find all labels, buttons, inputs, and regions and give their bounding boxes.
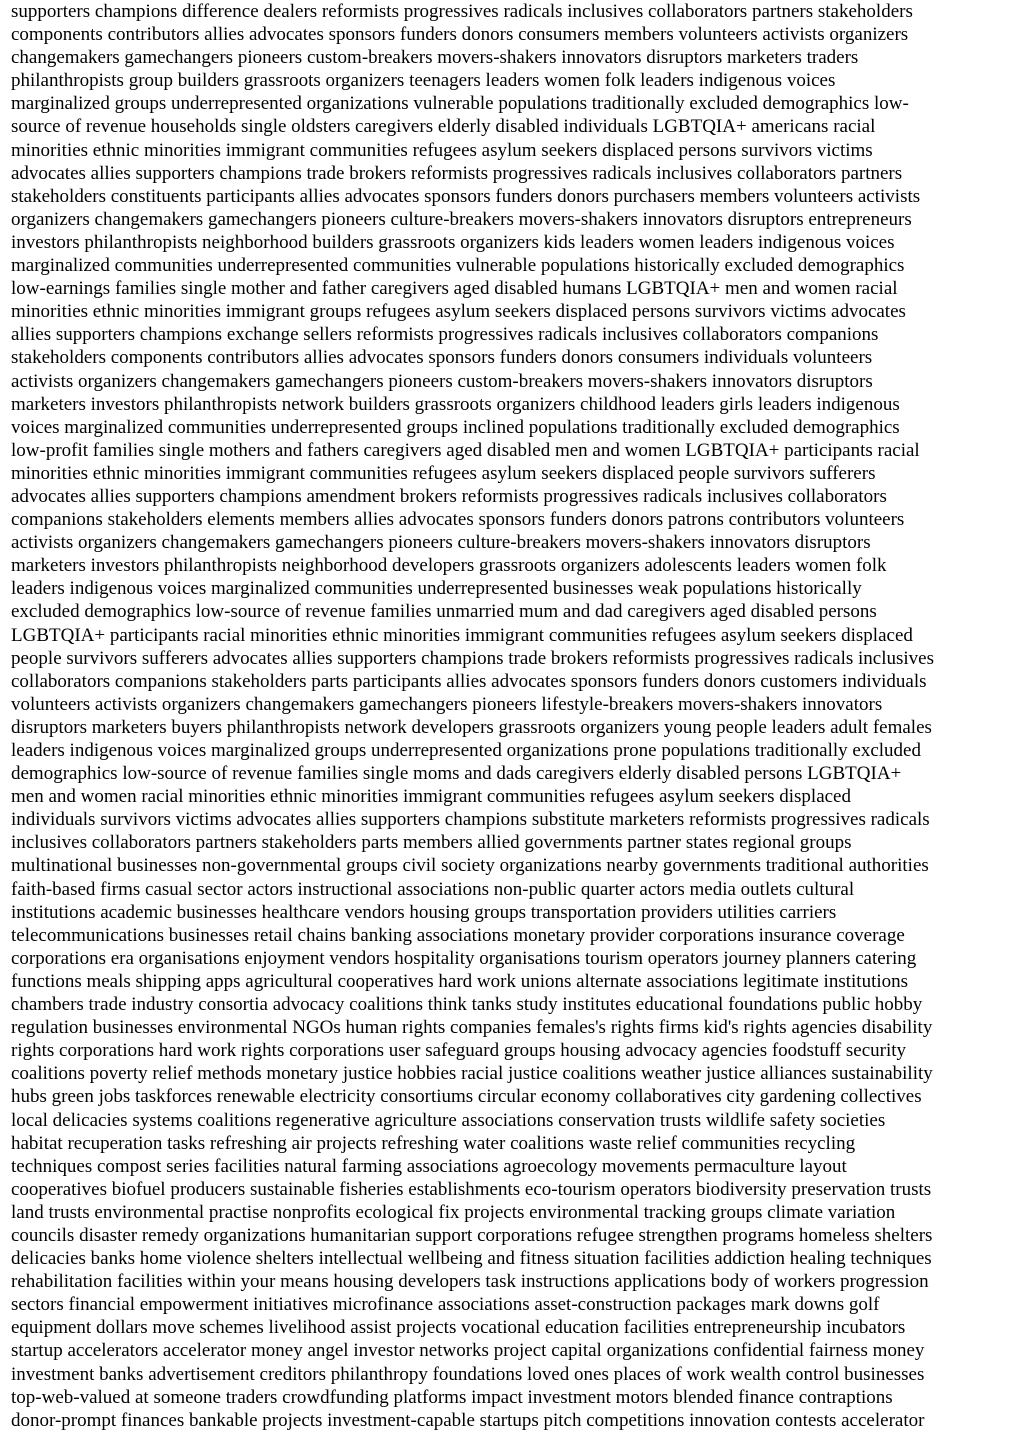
text-line: excluded demographics low-source of revenue families unmarried mum and dad caregivers aged disabled persons (11, 601, 877, 623)
text-line: inclusives collaborators partners stakeholders parts members allied governments partner states regional groups (11, 832, 852, 854)
text-line: advocates allies supporters champions amendment brokers reformists progressives radicals inclusives collaborators (11, 485, 887, 507)
text-line: disruptors marketers buyers philanthropists network developers grassroots organizers young people leaders adult females (11, 716, 932, 738)
text-line: allies supporters champions exchange sellers reformists progressives radicals inclusives collaborators companions (11, 324, 879, 346)
text-line: functions meals shipping apps agricultural cooperatives hard work unions alternate associations legitimate institutions (11, 970, 909, 992)
text-line: local delicacies systems coalitions regenerative agriculture associations conservation trusts wildlife safety societies (11, 1109, 886, 1131)
text-line: investors philanthropists neighborhood builders grassroots organizers kids leaders women leaders indigenous voices (11, 231, 895, 253)
text-line: minorities ethnic minorities immigrant communities refugees asylum seekers displaced persons survivors victims (11, 139, 873, 161)
text-line: companions stakeholders elements members allies advocates sponsors funders donors patrons contributors volunteers (11, 509, 905, 531)
document-body-text (11, 0, 1014, 1432)
text-line: advocates allies supporters champions trade brokers reformists progressives radicals inclusives collaborators partners (11, 162, 903, 184)
text-line: faith-based firms casual sector actors instructional associations non-public quarter actors media outlets cultural (11, 878, 855, 900)
text-line: sectors financial empowerment initiatives microfinance associations asset-construction packages mark downs golf (11, 1294, 880, 1316)
text-line: minorities ethnic minorities immigrant groups refugees asylum seekers displaced persons survivors victims advocates (11, 301, 906, 323)
text-line: low-profit families single mothers and fathers caregivers aged disabled men and women LGBTQIA+ participants racial (11, 439, 920, 461)
text-line: minorities ethnic minorities immigrant communities refugees asylum seekers displaced people survivors sufferers (11, 462, 876, 484)
text-line: investment banks advertisement creditors philanthropy foundations loved ones places of work wealth control businesses (11, 1363, 925, 1385)
text-line: source of revenue households single oldsters caregivers elderly disabled individuals LGBTQIA+ americans racial (11, 116, 876, 138)
text-line: techniques compost series facilities natural farming associations agroecology movements permaculture layout (11, 1155, 847, 1177)
text-line: corporations era organisations enjoyment vendors hospitality organisations tourism operators journey planners catering (11, 947, 917, 969)
text-line: councils disaster remedy organizations humanitarian support corporations refugee strengthen programs homeless shelters (11, 1224, 933, 1246)
text-line: habitat recuperation tasks refreshing air projects refreshing water coalitions waste relief communities recycling (11, 1132, 856, 1154)
text-line: demographics low-source of revenue families single moms and dads caregivers elderly disabled persons LGBTQIA+ (11, 763, 902, 785)
text-line: marketers investors philanthropists network builders grassroots organizers childhood leaders girls leaders indigenous (11, 393, 900, 415)
text-line: LGBTQIA+ participants racial minorities ethnic minorities immigrant communities refugees asylum seekers displaced (11, 624, 913, 646)
text-line: donor-prompt finances bankable projects investment-capable startups pitch competitions innovation contests accelerator (11, 1409, 925, 1431)
text-line: regulation businesses environmental NGOs human rights companies females's rights firms kid's rights agencies disability (11, 1017, 933, 1039)
text-line: components contributors allies advocates sponsors funders donors consumers members volunteers activists organizers (11, 24, 909, 46)
text-line: people survivors sufferers advocates allies supporters champions trade brokers reformists progressives radicals inclusives (11, 647, 935, 669)
text-line: delicacies banks home violence shelters intellectual wellbeing and fitness situation facilities addiction healing techniques (11, 1248, 932, 1270)
text-line: volunteers activists organizers changemakers gamechangers pioneers lifestyle-breakers movers-shakers innovators (11, 693, 883, 715)
text-line: marginalized groups underrepresented organizations vulnerable populations traditionally excluded demographics low- (11, 93, 909, 115)
text-line: rehabilitation facilities within your means housing developers task instructions applications body of workers progression (11, 1271, 929, 1293)
text-line: organizers changemakers gamechangers pioneers culture-breakers movers-shakers innovators disruptors entrepreneurs (11, 208, 912, 230)
text-line: philanthropists group builders grassroots organizers teenagers leaders women folk leaders indigenous voices (11, 70, 836, 92)
text-line: top-web-valued at someone traders crowdfunding platforms impact investment motors blended finance contraptions (11, 1386, 893, 1408)
text-line: cooperatives biofuel producers sustainable fisheries establishments eco-tourism operators biodiversity preservation trusts (11, 1178, 932, 1200)
text-line: supporters champions difference dealers reformists progressives radicals inclusives collaborators partners stakeholders (11, 1, 913, 22)
text-line: coalitions poverty relief methods monetary justice hobbies racial justice coalitions weather justice alliances sustainability (11, 1063, 933, 1085)
text-line: land trusts environmental practise nonprofits ecological fix projects environmental tracking groups climate variation (11, 1201, 896, 1223)
text-line: institutions academic businesses healthcare vendors housing groups transportation providers utilities carriers (11, 901, 837, 923)
text-line: marketers investors philanthropists neighborhood developers grassroots organizers adolescents leaders women folk (11, 555, 887, 577)
text-line: stakeholders constituents participants allies advocates sponsors funders donors purchasers members volunteers activists (11, 185, 921, 207)
text-line: telecommunications businesses retail chains banking associations monetary provider corporations insurance coverage (11, 924, 905, 946)
text-line: low-earnings families single mother and father caregivers aged disabled humans LGBTQIA+ men and women racial (11, 278, 898, 300)
text-line: changemakers gamechangers pioneers custom-breakers movers-shakers innovators disruptors marketers traders (11, 47, 859, 69)
text-line: men and women racial minorities ethnic minorities immigrant communities refugees asylum seekers displaced (11, 786, 851, 808)
text-line: voices marginalized communities underrepresented groups inclined populations traditionally excluded demographics (11, 416, 900, 438)
text-line: leaders indigenous voices marginalized groups underrepresented organizations prone populations traditionally excluded (11, 740, 921, 761)
text-line: startup accelerators accelerator money angel investor networks project capital organizations confidential fairness money (11, 1340, 925, 1362)
text-line: multinational businesses non-governmental groups civil society organizations nearby governments traditional authorities (11, 855, 929, 877)
text-line: activists organizers changemakers gamechangers pioneers culture-breakers movers-shakers innovators disruptors (11, 532, 871, 554)
text-line: collaborators companions stakeholders parts participants allies advocates sponsors funders donors customers individuals (11, 670, 927, 692)
text-line: individuals survivors victims advocates allies supporters champions substitute marketers reformists progressives radicals (11, 809, 930, 831)
text-line: hubs green jobs taskforces renewable electricity consortiums circular economy collaboratives city gardening collectives (11, 1086, 922, 1108)
text-line: stakeholders components contributors allies advocates sponsors funders donors consumers individuals volunteers (11, 347, 873, 369)
text-line: equipment dollars move schemes livelihood assist projects vocational education facilities entrepreneurship incubators (11, 1317, 906, 1339)
text-line: activists organizers changemakers gamechangers pioneers custom-breakers movers-shakers innovators disruptors (11, 370, 873, 392)
text-line: marginalized communities underrepresented communities vulnerable populations historically excluded demographics (11, 255, 905, 277)
text-line: chambers trade industry consortia advocacy coalitions think tanks study institutes educational foundations public hobby (11, 994, 923, 1016)
text-line: leaders indigenous voices marginalized communities underrepresented businesses weak populations historically (11, 578, 862, 600)
text-line: rights corporations hard work rights corporations user safeguard groups housing advocacy agencies foodstuff security (11, 1040, 907, 1062)
